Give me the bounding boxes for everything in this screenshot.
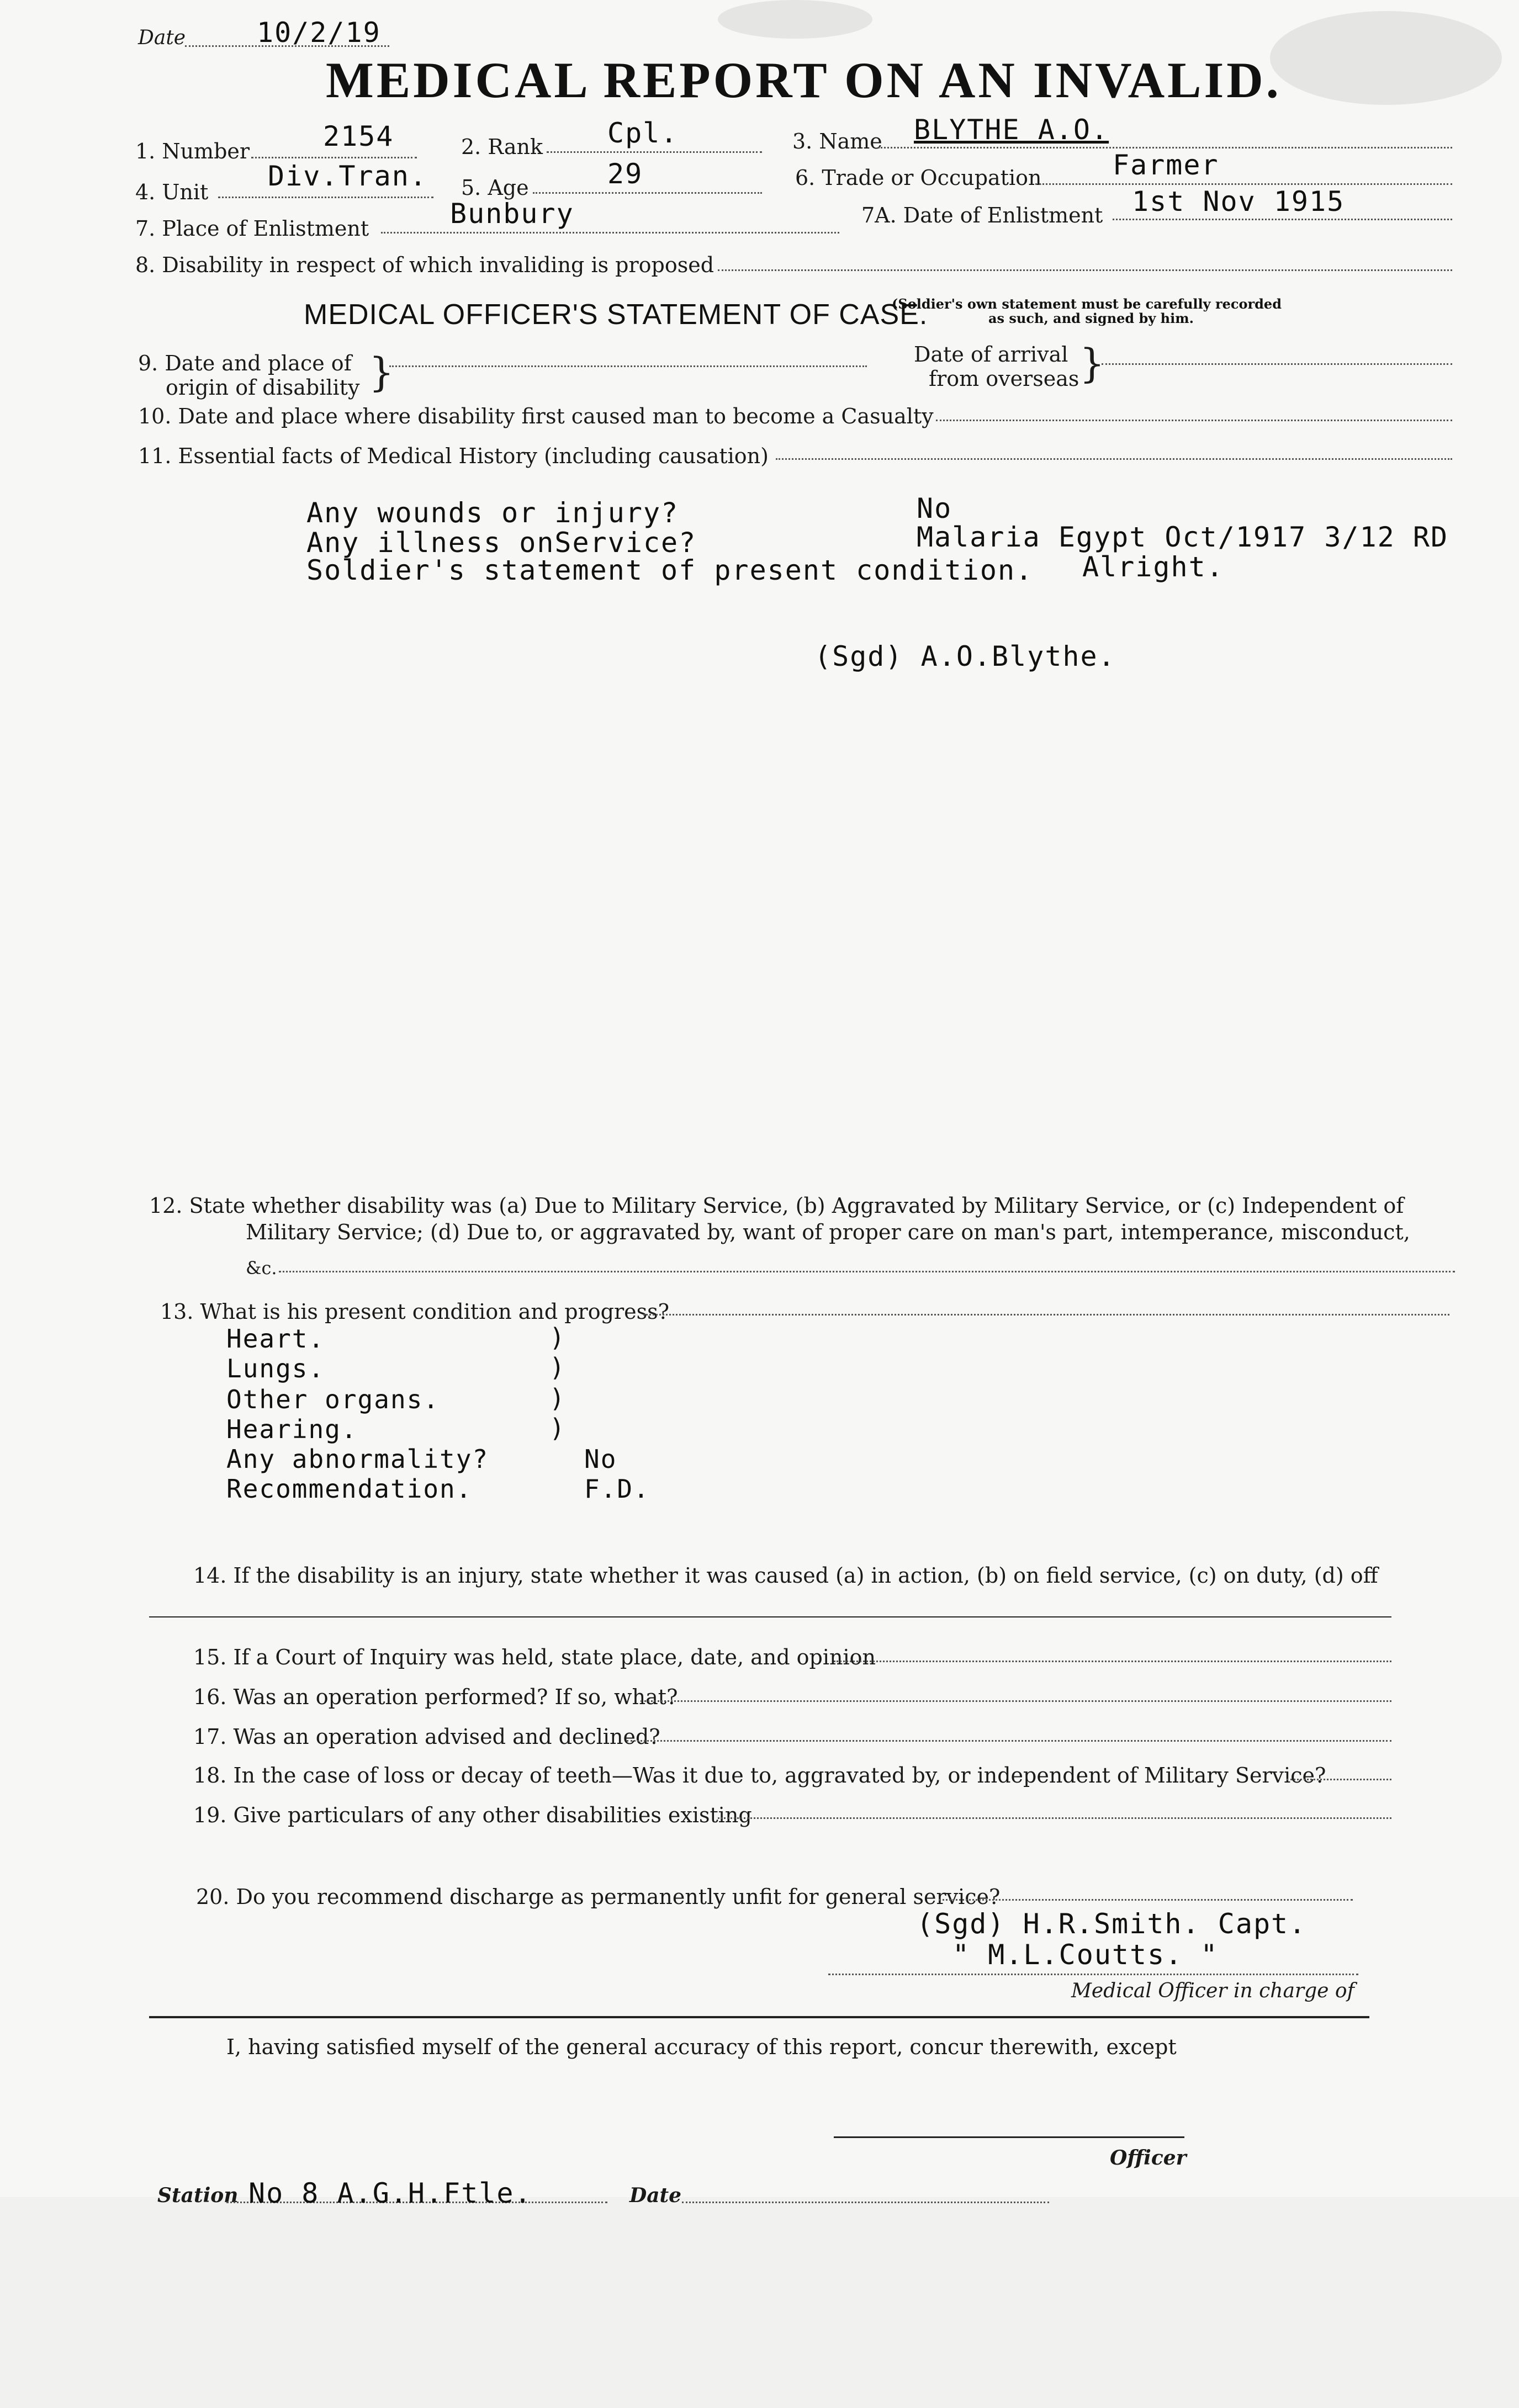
field-enlist-date-label: 7A. Date of Enlistment [861, 203, 1103, 227]
field-number-value: 2154 [323, 120, 394, 152]
field-age-line [533, 192, 762, 194]
officer-signature-line [834, 2136, 1184, 2138]
arrival-brace: } [1079, 340, 1105, 386]
field-enlist-date-line [1113, 219, 1452, 220]
history-a1: No [917, 492, 952, 524]
concur-text: I, having satisfied myself of the general accuracy of this report, concur therewith, except [226, 2035, 1177, 2059]
field-enlist-place-line [381, 232, 839, 234]
field-number-line [251, 157, 417, 158]
scan-smudge [0, 2197, 1519, 2408]
q9-line [389, 365, 867, 367]
date-value: 10/2/19 [257, 17, 381, 49]
field-unit-value: Div.Tran. [268, 160, 427, 192]
footer-date-line [682, 2202, 1049, 2203]
cond-bracket: ) [549, 1413, 566, 1443]
mo-signature-2: " M.L.Coutts. " [952, 1939, 1219, 1971]
q12-line2: Military Service; (d) Due to, or aggravated by, want of proper care on man's part, intemperance, misconduct, [246, 1220, 1410, 1244]
station-label: Station [157, 2184, 239, 2207]
cond-abnormality: Any abnormality? [226, 1444, 489, 1474]
statement-heading: MEDICAL OFFICER'S STATEMENT OF CASE. [304, 299, 928, 331]
q12-answer-line [279, 1271, 1455, 1272]
mo-label: Medical Officer in charge of [1071, 1980, 1354, 2002]
arrival-label-line2: from overseas [929, 367, 1079, 391]
q11-label: 11. Essential facts of Medical History (including causation) [138, 444, 769, 468]
cond-hearing: Hearing. [226, 1414, 358, 1444]
q19-line [718, 1817, 1391, 1819]
cond-abnormality-value: No [584, 1444, 617, 1474]
cond-recommendation-value: F.D. [584, 1474, 650, 1504]
field-enlist-date-value: 1st Nov 1915 [1132, 185, 1345, 218]
q16-line [641, 1700, 1391, 1702]
q9-label-line2: origin of disability [166, 375, 360, 400]
q12-line3: &c. [246, 1258, 277, 1279]
field-age-label: 5. Age [461, 176, 529, 200]
scan-smudge [718, 0, 872, 39]
scan-smudge [1270, 11, 1502, 105]
field-disability-label: 8. Disability in respect of which invaliding is proposed [135, 253, 714, 277]
field-unit-label: 4. Unit [135, 180, 209, 204]
field-disability-line [718, 269, 1452, 271]
history-a2: Malaria Egypt Oct/1917 3/12 RD [917, 521, 1449, 553]
mo-signature-1: (Sgd) H.R.Smith. Capt. [917, 1908, 1307, 1940]
cond-other-organs: Other organs. [226, 1385, 440, 1414]
q18-line [1287, 1779, 1391, 1780]
history-q1: Any wounds or injury? [306, 497, 679, 529]
cond-recommendation: Recommendation. [226, 1474, 473, 1504]
q10-line [936, 420, 1452, 421]
report-title: MEDICAL REPORT ON AN INVALID. [326, 52, 1282, 108]
field-rank-value: Cpl. [607, 117, 679, 149]
cond-heart: Heart. [226, 1324, 325, 1354]
q19-label: 19. Give particulars of any other disabilities existing [193, 1803, 752, 1827]
field-name-label: 3. Name [792, 129, 882, 153]
cond-bracket: ) [549, 1352, 566, 1382]
q17-line [627, 1740, 1391, 1742]
footer-date-label: Date [629, 2184, 682, 2207]
q18-label: 18. In the case of loss or decay of teeth—Was it due to, aggravated by, or independent of Military Service? [193, 1763, 1326, 1788]
q15-label: 15. If a Court of Inquiry was held, state place, date, and opinion [193, 1645, 876, 1669]
field-rank-line [547, 151, 762, 153]
mo-signature-line [828, 1974, 1358, 1975]
field-enlist-place-value: Bunbury [450, 198, 574, 230]
history-q3: Soldier's statement of present condition. [306, 554, 1034, 586]
field-rank-label: 2. Rank [461, 135, 543, 159]
q20-line [939, 1899, 1353, 1901]
q20-label: 20. Do you recommend discharge as permanently unfit for general service? [196, 1885, 1001, 1909]
officer-label: Officer [1110, 2146, 1187, 2170]
field-name-value: BLYTHE A.O. [914, 114, 1109, 146]
field-name-line [878, 147, 1452, 148]
field-occupation-value: Farmer [1113, 149, 1219, 181]
field-number-label: 1. Number [135, 139, 250, 163]
field-occupation-label: 6. Trade or Occupation [795, 166, 1042, 190]
history-a3: Alright. [1082, 551, 1224, 583]
soldier-signature: (Sgd) A.O.Blythe. [814, 640, 1116, 672]
field-occupation-line [1035, 183, 1452, 185]
arrival-line [1102, 363, 1452, 365]
q9-label-line1: 9. Date and place of [138, 351, 352, 375]
q9-brace: } [369, 349, 394, 395]
q15-line [834, 1661, 1391, 1662]
arrival-label-line1: Date of arrival [914, 342, 1068, 367]
cond-bracket: ) [549, 1383, 566, 1413]
cond-bracket: ) [549, 1323, 566, 1352]
history-q2: Any illness onService? [306, 527, 697, 559]
cond-lungs: Lungs. [226, 1354, 325, 1383]
q14-answer-line [149, 1616, 1391, 1617]
field-unit-line [218, 197, 433, 198]
statement-note-line2: as such, and signed by him. [988, 310, 1194, 326]
station-value: No 8 A.G.H.Ftle. [248, 2177, 532, 2209]
date-label: Date [138, 26, 186, 49]
q13-line [643, 1314, 1449, 1316]
q13-label: 13. What is his present condition and progress? [160, 1300, 670, 1324]
q10-label: 10. Date and place where disability first caused man to become a Casualty [138, 404, 934, 428]
q17-label: 17. Was an operation advised and declined? [193, 1725, 660, 1749]
q16-label: 16. Was an operation performed? If so, what? [193, 1685, 678, 1709]
q14-label: 14. If the disability is an injury, state whether it was caused (a) in action, (b) on field service, (c) on duty, (d) off [193, 1563, 1378, 1588]
section-separator [149, 2016, 1369, 2018]
field-age-value: 29 [607, 158, 643, 190]
statement-note-line1: (Soldier's own statement must be carefully recorded [892, 296, 1282, 312]
q11-line [776, 458, 1452, 460]
q12-line1: 12. State whether disability was (a) Due to Military Service, (b) Aggravated by Military Service, or (c) Independent of [149, 1194, 1404, 1218]
field-enlist-place-label: 7. Place of Enlistment [135, 216, 369, 241]
